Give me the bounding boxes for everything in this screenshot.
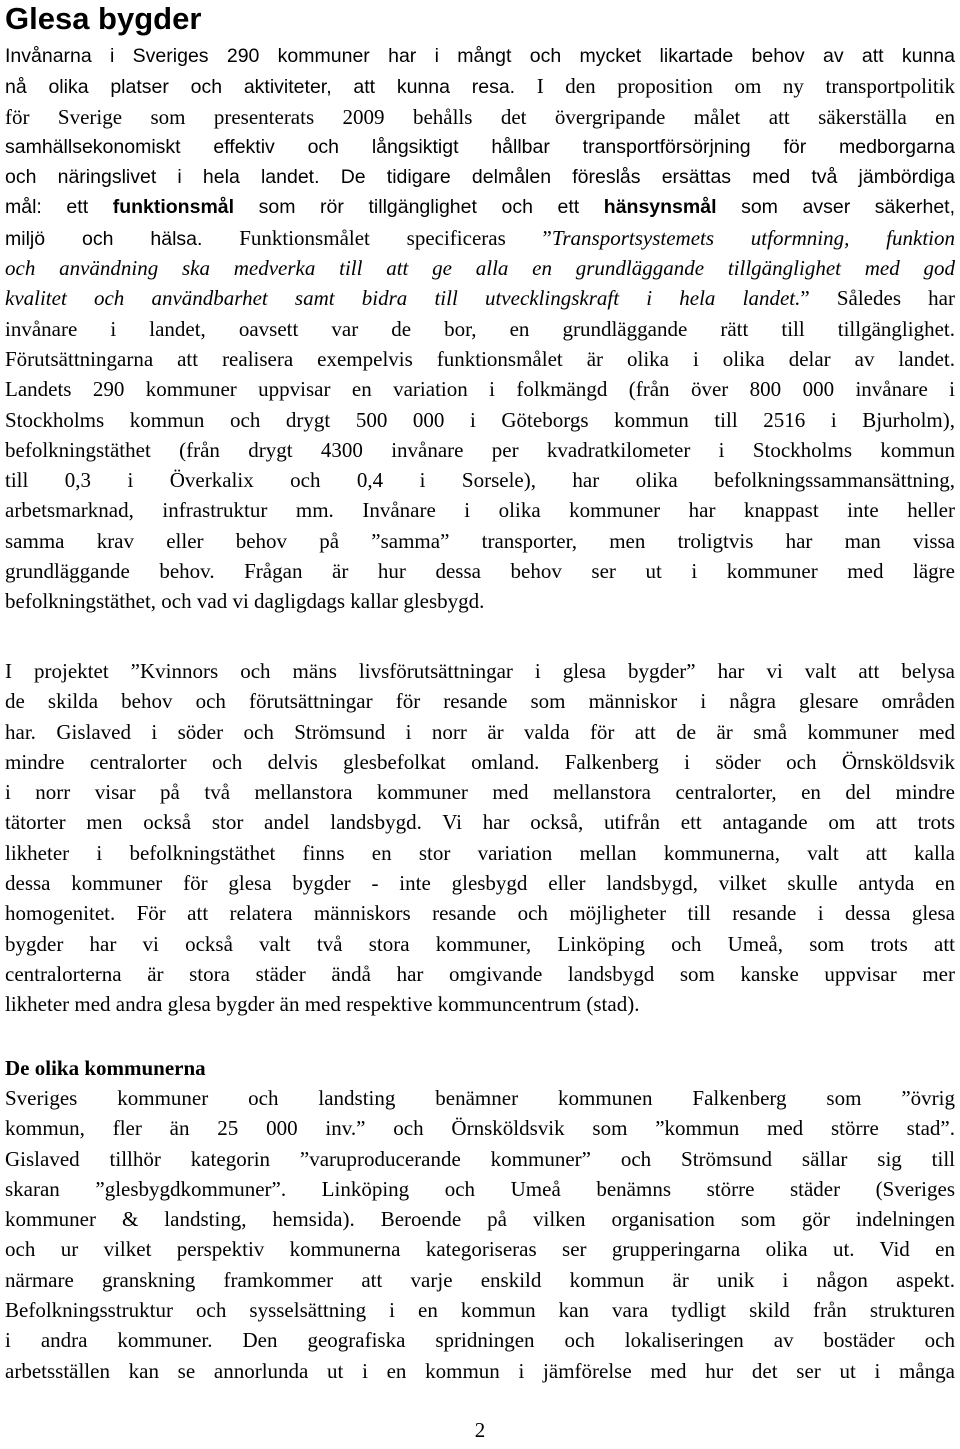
text-line: och ur vilket perspektiv kommunerna kategoriseras ser grupperingarna olika ut. Vid en [5,1237,955,1262]
text-line: I projektet ”Kvinnors och mäns livsförutsättningar i glesa bygder” har vi valt att belysa [5,659,955,683]
page-number: 2 [474,1418,486,1442]
page-title: Glesa bygder [5,1,202,36]
text-line: skaran ”glesbygdkommuner”. Linköping och Umeå benämns större städer (Sveriges [5,1176,955,1201]
text-line: Stockholms kommun och drygt 500 000 i Göteborgs kommun till 2516 i Bjurholm), [5,407,955,432]
text-line: Landets 290 kommuner uppvisar en variation i folkmängd (från över 800 000 invånare i [5,377,955,402]
text-line: till 0,3 i Överkalix och 0,4 i Sorsele), har olika befolkningssammansättning, [5,468,955,493]
section-heading: De olika kommunerna [5,1056,206,1080]
text-line: centralorterna är stora städer ändå har omgivande landsbygd som kanske uppvisar mer [5,961,955,986]
text-line: i norr visar på två mellanstora kommuner med mellanstora centralorter, en del mindre [5,780,955,805]
text-line: Befolkningsstruktur och sysselsättning i en kommun kan vara tydligt skild från strukturen [5,1298,955,1323]
bold-term-hansynsmal: hänsynsmål [603,196,717,219]
text-line: grundläggande behov. Frågan är hur dessa behov ser ut i kommuner med lägre [5,559,955,584]
text-line: likheter i befolkningstäthet finns en stor variation mellan kommunerna, valt att kalla [5,840,955,865]
text-line: Sveriges kommuner och landsting benämner kommunen Falkenberg som ”övrig [5,1086,955,1110]
text-line: tätorter men också stor andel landsbygd. Vi har också, utifrån ett antagande om att trots [5,810,955,835]
text-line: i andra kommuner. Den geografiska spridningen och lokaliseringen av bostäder och [5,1328,955,1353]
text-line: befolkningstäthet (från drygt 4300 invånare per kvadratkilometer i Stockholms kommun [5,437,955,462]
text-line: arbetsställen kan se annorlunda ut i en kommun i jämförelse med hur det ser ut i många [5,1358,955,1383]
italic-quote: och användning ska medverka till att ge alla en grundläggande tillgänglighet med god [5,256,955,281]
text-line: dessa kommuner för glesa bygder - inte glesbygd eller landsbygd, vilket skulle antyda en [5,871,955,896]
text-line: de skilda behov och förutsättningar för resande som människor i några glesare områden [5,689,955,714]
text-line: mål: ett funktionsmål som rör tillgänglighet och ett hänsynsmål som avser säkerhet, [5,196,955,219]
text-line: närmare granskning framkommer att varje enskild kommun är unik i någon aspekt. [5,1267,955,1292]
text-line: likheter med andra glesa bygder än med respektive kommuncentrum (stad). [5,992,640,1017]
text-line: kvalitet och användbarhet samt bidra till utvecklingskraft i hela landet.” Således har [5,286,955,311]
text-line: Gislaved tillhör kategorin ”varuproducerande kommuner” och Strömsund sällar sig till [5,1146,955,1171]
text-line [5,253,955,283]
text-line: invånare i landet, oavsett var de bor, en grundläggande rätt till tillgänglighet. [5,316,955,341]
italic-quote: Transportsystemets utformning, funktion [551,225,955,250]
text-line: arbetsmarknad, infrastruktur mm. Invånare i olika kommuner har knappast inte heller [5,498,955,523]
text-line: och näringslivet i hela landet. De tidigare delmålen föreslås ersättas med två jämbördiga [5,166,955,189]
text-line: homogenitet. För att relatera människors resande och möjligheter till resande i dessa glesa [5,901,955,926]
italic-quote: kvalitet och användbarhet samt bidra till utvecklingskraft i hela landet. [5,286,801,311]
text-line: för Sverige som presenterats 2009 behålls det övergripande målet att säkerställa en [5,104,955,129]
text-line: befolkningstäthet, och vad vi dagligdags kallar glesbygd. [5,589,485,614]
text-line: samhällsekonomiskt effektiv och långsiktigt hållbar transportförsörjning för medborgarna [5,135,955,158]
text-line: bygder har vi också valt två stora kommuner, Linköping och Umeå, som trots att [5,931,955,956]
text-line: miljö och hälsa. Funktionsmålet specificeras ”Transportsystemets utformning, funktion [5,225,955,250]
text-line: nå olika platser och aktiviteter, att kunna resa. I den proposition om ny transportpolitik [5,74,955,99]
paragraph-project [5,656,955,1020]
paragraph-kommunerna [5,1083,955,1386]
text-line: mindre centralorter och delvis glesbefolkat omland. Falkenberg i söder och Örnsköldsvik [5,749,955,774]
bold-term-funktionsmal: funktionsmål [112,196,235,219]
text-line: samma krav eller behov på ”samma” transporter, men troligtvis har man vissa [5,528,955,553]
text-line: kommun, fler än 25 000 inv.” och Örnsköldsvik som ”kommun med större stad”. [5,1116,955,1141]
text-line: kommuner & landsting, hemsida). Beroende på vilken organisation som gör indelningen [5,1207,955,1232]
text-line: Förutsättningarna att realisera exempelvis funktionsmålet är olika i olika delar av landet. [5,346,955,371]
paragraph-intro [5,41,955,617]
text-line: har. Gislaved i söder och Strömsund i norr är valda för att de är små kommuner med [5,719,955,744]
text-line: Invånarna i Sveriges 290 kommuner har i mångt och mycket likartade behov av att kunna [5,45,955,67]
